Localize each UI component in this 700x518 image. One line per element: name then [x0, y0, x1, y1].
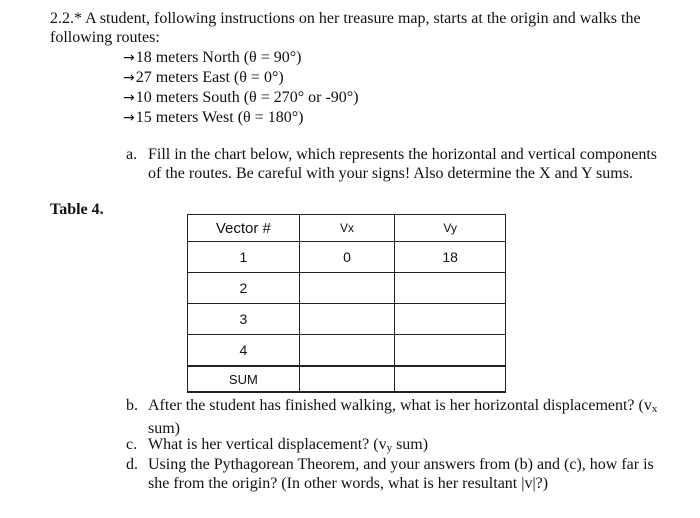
question-a-letter: a. — [126, 146, 138, 163]
question-b-text-1: After the student has finished walking, what is her horizontal displacement? (v — [148, 397, 652, 414]
table-row — [188, 304, 506, 335]
table-cell[interactable] — [299, 366, 395, 392]
table-cell[interactable] — [395, 366, 506, 392]
table-cell[interactable] — [299, 335, 395, 367]
route-text: 18 meters North (θ = 90°) — [135, 49, 302, 66]
table-cell-sum-label: SUM — [188, 366, 300, 392]
header-vy: Vy — [395, 215, 506, 242]
table-cell[interactable] — [395, 273, 506, 304]
question-a-text: Fill in the chart below, which represents the horizontal and vertical components of the routes. Be careful with your signs! Also determine the X and Y sums. — [148, 146, 658, 182]
table-cell: 3 — [188, 304, 300, 335]
route-item — [123, 48, 301, 68]
table-cell[interactable] — [299, 273, 395, 304]
question-d-text: Using the Pythagorean Theorem, and your answers from (b) and (c), how far is she from the origin? (In other words, what is her resultant |v|?) — [148, 456, 654, 492]
table-cell: 18 — [395, 242, 506, 273]
components-table — [187, 214, 506, 393]
table-cell: 4 — [188, 335, 300, 367]
question-c-letter: c. — [126, 436, 138, 453]
question-b-subscript: x — [651, 403, 658, 415]
table-row — [188, 335, 506, 367]
question-b-text — [148, 396, 658, 438]
table-row — [188, 242, 506, 273]
table-sum-row — [188, 366, 506, 392]
route-item — [123, 88, 359, 108]
question-c-subscript: y — [386, 442, 393, 454]
table-row — [188, 273, 506, 304]
table-cell[interactable] — [299, 304, 395, 335]
arrow-icon: → — [123, 110, 135, 126]
arrow-icon: → — [123, 90, 135, 106]
table-cell: 0 — [299, 242, 395, 273]
route-text: 27 meters East (θ = 0°) — [135, 69, 284, 86]
arrow-icon: → — [123, 70, 135, 86]
table-cell: 1 — [188, 242, 300, 273]
table-cell[interactable] — [395, 335, 506, 367]
table-cell[interactable] — [395, 304, 506, 335]
arrow-icon: → — [123, 50, 135, 66]
problem-intro: 2.2.* A student, following instructions on her treasure map, starts at the origin and walks the following routes: — [50, 10, 641, 46]
header-vx: Vx — [299, 215, 395, 242]
table-header-row — [188, 215, 506, 242]
route-item — [123, 108, 303, 128]
question-d-letter: d. — [126, 456, 138, 473]
table-label: Table 4. — [50, 201, 104, 218]
table-cell: 2 — [188, 273, 300, 304]
question-c-text-2: sum) — [392, 436, 429, 453]
route-item — [123, 68, 284, 88]
route-text: 15 meters West (θ = 180°) — [135, 109, 304, 126]
header-vector-number: Vector # — [188, 215, 300, 242]
question-b-letter: b. — [126, 397, 138, 414]
question-c-text-1: What is her vertical displacement? (v — [148, 436, 387, 453]
route-text: 10 meters South (θ = 270° or -90°) — [135, 89, 359, 106]
question-b-text-2: sum) — [148, 420, 180, 437]
